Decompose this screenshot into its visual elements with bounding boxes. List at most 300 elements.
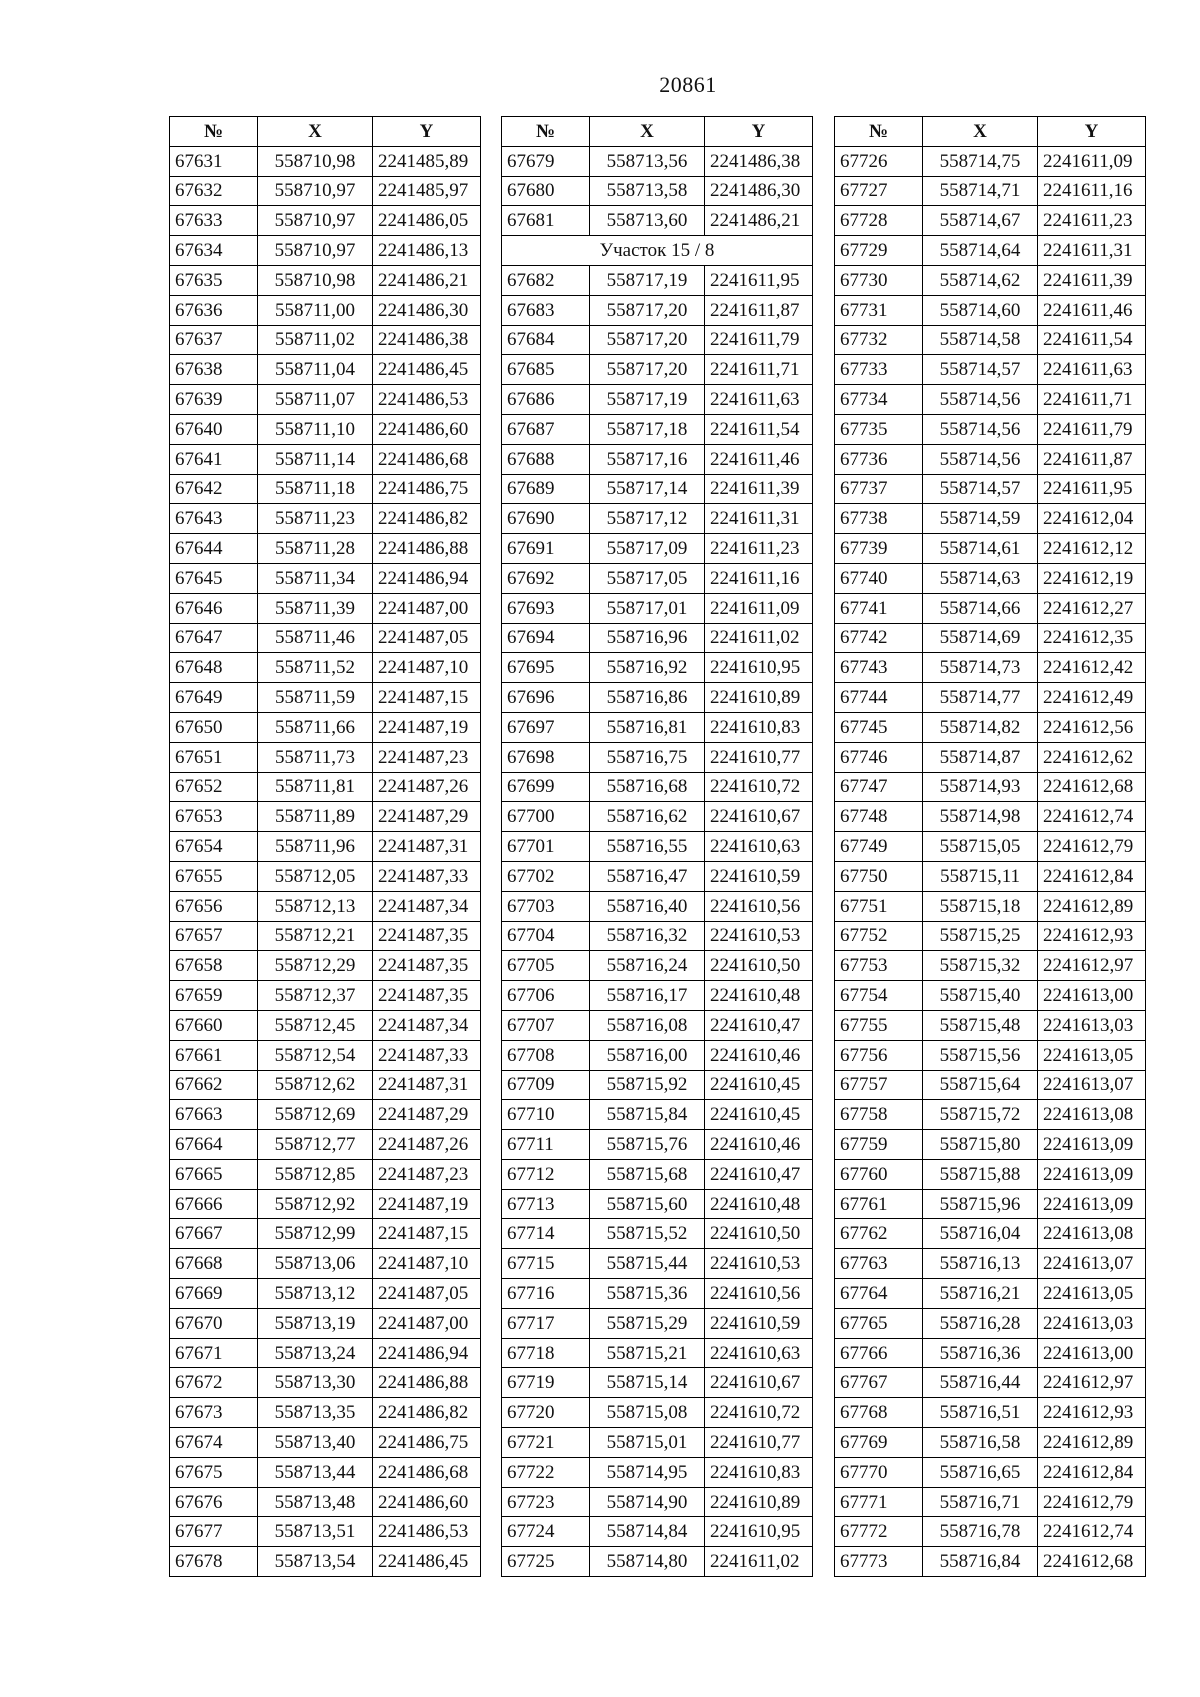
table-row <box>835 1279 1146 1309</box>
table-row <box>835 861 1146 891</box>
point-number-cell: 67670 <box>170 1308 258 1338</box>
y-coordinate-cell: 2241613,09 <box>1038 1189 1146 1219</box>
point-number-cell: 67769 <box>835 1428 923 1458</box>
table-row <box>835 742 1146 772</box>
y-coordinate-cell: 2241612,56 <box>1038 712 1146 742</box>
column-header-number: № <box>170 117 258 147</box>
table-row <box>170 1040 481 1070</box>
y-coordinate-cell: 2241486,30 <box>373 295 481 325</box>
table-row <box>502 1338 813 1368</box>
table-row <box>170 1338 481 1368</box>
point-number-cell: 67763 <box>835 1249 923 1279</box>
table-row <box>170 236 481 266</box>
y-coordinate-cell: 2241610,63 <box>705 832 813 862</box>
x-coordinate-cell: 558716,96 <box>590 623 705 653</box>
table-row <box>170 861 481 891</box>
table-row <box>835 772 1146 802</box>
x-coordinate-cell: 558716,08 <box>590 1010 705 1040</box>
x-coordinate-cell: 558714,82 <box>923 712 1038 742</box>
x-coordinate-cell: 558716,55 <box>590 832 705 862</box>
point-number-cell: 67692 <box>502 563 590 593</box>
point-number-cell: 67752 <box>835 921 923 951</box>
point-number-cell: 67667 <box>170 1219 258 1249</box>
table-row <box>835 414 1146 444</box>
point-number-cell: 67671 <box>170 1338 258 1368</box>
table-row <box>170 355 481 385</box>
point-number-cell: 67771 <box>835 1487 923 1517</box>
column-header-x: X <box>923 117 1038 147</box>
table-row <box>170 951 481 981</box>
x-coordinate-cell: 558716,51 <box>923 1398 1038 1428</box>
x-coordinate-cell: 558716,28 <box>923 1308 1038 1338</box>
table-row <box>835 1130 1146 1160</box>
table-row <box>835 385 1146 415</box>
x-coordinate-cell: 558715,84 <box>590 1100 705 1130</box>
point-number-cell: 67773 <box>835 1547 923 1577</box>
x-coordinate-cell: 558715,32 <box>923 951 1038 981</box>
point-number-cell: 67722 <box>502 1457 590 1487</box>
table-row <box>502 1219 813 1249</box>
point-number-cell: 67728 <box>835 206 923 236</box>
x-coordinate-cell: 558711,96 <box>258 832 373 862</box>
x-coordinate-cell: 558711,07 <box>258 385 373 415</box>
x-coordinate-cell: 558710,98 <box>258 146 373 176</box>
section-label: Участок 15 / 8 <box>502 236 813 266</box>
y-coordinate-cell: 2241610,47 <box>705 1010 813 1040</box>
y-coordinate-cell: 2241613,08 <box>1038 1219 1146 1249</box>
x-coordinate-cell: 558716,40 <box>590 891 705 921</box>
x-coordinate-cell: 558715,80 <box>923 1130 1038 1160</box>
table-row <box>170 414 481 444</box>
table-row <box>170 593 481 623</box>
table-row <box>835 1398 1146 1428</box>
table-row <box>502 385 813 415</box>
y-coordinate-cell: 2241610,45 <box>705 1100 813 1130</box>
x-coordinate-cell: 558712,69 <box>258 1100 373 1130</box>
table-row <box>170 1428 481 1458</box>
table-row <box>502 444 813 474</box>
column-header-x: X <box>258 117 373 147</box>
point-number-cell: 67759 <box>835 1130 923 1160</box>
point-number-cell: 67725 <box>502 1547 590 1577</box>
point-number-cell: 67756 <box>835 1040 923 1070</box>
table-row <box>835 1070 1146 1100</box>
point-number-cell: 67646 <box>170 593 258 623</box>
y-coordinate-cell: 2241486,60 <box>373 414 481 444</box>
table-row <box>170 623 481 653</box>
y-coordinate-cell: 2241486,21 <box>705 206 813 236</box>
y-coordinate-cell: 2241610,89 <box>705 1487 813 1517</box>
x-coordinate-cell: 558713,54 <box>258 1547 373 1577</box>
point-number-cell: 67766 <box>835 1338 923 1368</box>
point-number-cell: 67688 <box>502 444 590 474</box>
x-coordinate-cell: 558715,92 <box>590 1070 705 1100</box>
x-coordinate-cell: 558716,81 <box>590 712 705 742</box>
table-row <box>835 1010 1146 1040</box>
table-row <box>502 1457 813 1487</box>
x-coordinate-cell: 558714,66 <box>923 593 1038 623</box>
table-row <box>502 891 813 921</box>
table-row <box>502 593 813 623</box>
section-row <box>502 236 813 266</box>
point-number-cell: 67677 <box>170 1517 258 1547</box>
point-number-cell: 67662 <box>170 1070 258 1100</box>
table-row <box>835 981 1146 1011</box>
x-coordinate-cell: 558716,04 <box>923 1219 1038 1249</box>
y-coordinate-cell: 2241611,16 <box>1038 176 1146 206</box>
table-row <box>502 206 813 236</box>
table-row <box>835 534 1146 564</box>
y-coordinate-cell: 2241611,87 <box>705 295 813 325</box>
table-row <box>835 444 1146 474</box>
x-coordinate-cell: 558712,13 <box>258 891 373 921</box>
point-number-cell: 67760 <box>835 1159 923 1189</box>
page-number: 20861 <box>659 72 717 97</box>
x-coordinate-cell: 558717,19 <box>590 265 705 295</box>
x-coordinate-cell: 558713,30 <box>258 1368 373 1398</box>
x-coordinate-cell: 558714,73 <box>923 653 1038 683</box>
x-coordinate-cell: 558711,02 <box>258 325 373 355</box>
x-coordinate-cell: 558715,18 <box>923 891 1038 921</box>
y-coordinate-cell: 2241612,19 <box>1038 563 1146 593</box>
x-coordinate-cell: 558713,19 <box>258 1308 373 1338</box>
y-coordinate-cell: 2241487,34 <box>373 1010 481 1040</box>
x-coordinate-cell: 558717,14 <box>590 474 705 504</box>
table-row <box>502 742 813 772</box>
point-number-cell: 67743 <box>835 653 923 683</box>
point-number-cell: 67701 <box>502 832 590 862</box>
table-row <box>170 1517 481 1547</box>
table-row <box>502 355 813 385</box>
y-coordinate-cell: 2241486,38 <box>705 146 813 176</box>
x-coordinate-cell: 558711,00 <box>258 295 373 325</box>
x-coordinate-cell: 558711,59 <box>258 683 373 713</box>
table-row <box>835 1219 1146 1249</box>
point-number-cell: 67668 <box>170 1249 258 1279</box>
table-row <box>502 653 813 683</box>
x-coordinate-cell: 558716,58 <box>923 1428 1038 1458</box>
x-coordinate-cell: 558716,86 <box>590 683 705 713</box>
table-row <box>502 414 813 444</box>
table-row <box>170 921 481 951</box>
x-coordinate-cell: 558715,76 <box>590 1130 705 1160</box>
x-coordinate-cell: 558716,62 <box>590 802 705 832</box>
table-row <box>835 921 1146 951</box>
y-coordinate-cell: 2241610,53 <box>705 921 813 951</box>
table-row <box>170 1308 481 1338</box>
x-coordinate-cell: 558713,56 <box>590 146 705 176</box>
x-coordinate-cell: 558714,75 <box>923 146 1038 176</box>
point-number-cell: 67683 <box>502 295 590 325</box>
x-coordinate-cell: 558715,48 <box>923 1010 1038 1040</box>
y-coordinate-cell: 2241613,07 <box>1038 1249 1146 1279</box>
table-row <box>502 683 813 713</box>
table-row <box>502 1189 813 1219</box>
y-coordinate-cell: 2241485,89 <box>373 146 481 176</box>
y-coordinate-cell: 2241487,35 <box>373 921 481 951</box>
y-coordinate-cell: 2241613,03 <box>1038 1010 1146 1040</box>
x-coordinate-cell: 558711,46 <box>258 623 373 653</box>
table-row <box>502 1130 813 1160</box>
y-coordinate-cell: 2241610,83 <box>705 1457 813 1487</box>
y-coordinate-cell: 2241611,23 <box>1038 206 1146 236</box>
x-coordinate-cell: 558713,35 <box>258 1398 373 1428</box>
x-coordinate-cell: 558716,24 <box>590 951 705 981</box>
x-coordinate-cell: 558717,19 <box>590 385 705 415</box>
x-coordinate-cell: 558714,87 <box>923 742 1038 772</box>
point-number-cell: 67729 <box>835 236 923 266</box>
x-coordinate-cell: 558710,97 <box>258 206 373 236</box>
point-number-cell: 67750 <box>835 861 923 891</box>
point-number-cell: 67762 <box>835 1219 923 1249</box>
table-row <box>170 1219 481 1249</box>
y-coordinate-cell: 2241486,30 <box>705 176 813 206</box>
table-row <box>502 921 813 951</box>
x-coordinate-cell: 558711,14 <box>258 444 373 474</box>
table-row <box>170 981 481 1011</box>
x-coordinate-cell: 558717,20 <box>590 355 705 385</box>
x-coordinate-cell: 558711,23 <box>258 504 373 534</box>
x-coordinate-cell: 558715,60 <box>590 1189 705 1219</box>
table-row <box>502 1070 813 1100</box>
y-coordinate-cell: 2241610,46 <box>705 1040 813 1070</box>
y-coordinate-cell: 2241486,75 <box>373 1428 481 1458</box>
table-row <box>835 1100 1146 1130</box>
x-coordinate-cell: 558714,57 <box>923 355 1038 385</box>
x-coordinate-cell: 558715,08 <box>590 1398 705 1428</box>
point-number-cell: 67695 <box>502 653 590 683</box>
table-row <box>835 563 1146 593</box>
x-coordinate-cell: 558712,77 <box>258 1130 373 1160</box>
point-number-cell: 67732 <box>835 325 923 355</box>
y-coordinate-cell: 2241612,79 <box>1038 832 1146 862</box>
y-coordinate-cell: 2241610,59 <box>705 1308 813 1338</box>
y-coordinate-cell: 2241486,68 <box>373 1457 481 1487</box>
x-coordinate-cell: 558713,60 <box>590 206 705 236</box>
point-number-cell: 67634 <box>170 236 258 266</box>
point-number-cell: 67697 <box>502 712 590 742</box>
point-number-cell: 67726 <box>835 146 923 176</box>
table-row <box>835 1308 1146 1338</box>
point-number-cell: 67654 <box>170 832 258 862</box>
x-coordinate-cell: 558711,39 <box>258 593 373 623</box>
x-coordinate-cell: 558713,06 <box>258 1249 373 1279</box>
y-coordinate-cell: 2241611,79 <box>705 325 813 355</box>
point-number-cell: 67653 <box>170 802 258 832</box>
x-coordinate-cell: 558714,77 <box>923 683 1038 713</box>
x-coordinate-cell: 558714,58 <box>923 325 1038 355</box>
x-coordinate-cell: 558715,01 <box>590 1428 705 1458</box>
y-coordinate-cell: 2241610,83 <box>705 712 813 742</box>
y-coordinate-cell: 2241612,89 <box>1038 891 1146 921</box>
x-coordinate-cell: 558715,29 <box>590 1308 705 1338</box>
y-coordinate-cell: 2241612,04 <box>1038 504 1146 534</box>
x-coordinate-cell: 558710,98 <box>258 265 373 295</box>
table-row <box>170 653 481 683</box>
point-number-cell: 67753 <box>835 951 923 981</box>
point-number-cell: 67730 <box>835 265 923 295</box>
point-number-cell: 67733 <box>835 355 923 385</box>
column-header-y: Y <box>1038 117 1146 147</box>
x-coordinate-cell: 558715,25 <box>923 921 1038 951</box>
x-coordinate-cell: 558713,51 <box>258 1517 373 1547</box>
table-row <box>835 474 1146 504</box>
y-coordinate-cell: 2241486,45 <box>373 355 481 385</box>
table-row <box>170 444 481 474</box>
x-coordinate-cell: 558715,36 <box>590 1279 705 1309</box>
y-coordinate-cell: 2241611,23 <box>705 534 813 564</box>
x-coordinate-cell: 558714,64 <box>923 236 1038 266</box>
point-number-cell: 67704 <box>502 921 590 951</box>
table-row <box>835 265 1146 295</box>
y-coordinate-cell: 2241610,89 <box>705 683 813 713</box>
table-row <box>502 1010 813 1040</box>
point-number-cell: 67727 <box>835 176 923 206</box>
table-row <box>835 1517 1146 1547</box>
x-coordinate-cell: 558715,05 <box>923 832 1038 862</box>
point-number-cell: 67648 <box>170 653 258 683</box>
y-coordinate-cell: 2241487,15 <box>373 1219 481 1249</box>
point-number-cell: 67645 <box>170 563 258 593</box>
x-coordinate-cell: 558715,40 <box>923 981 1038 1011</box>
x-coordinate-cell: 558714,84 <box>590 1517 705 1547</box>
table-row <box>835 1338 1146 1368</box>
x-coordinate-cell: 558711,28 <box>258 534 373 564</box>
point-number-cell: 67703 <box>502 891 590 921</box>
x-coordinate-cell: 558714,67 <box>923 206 1038 236</box>
y-coordinate-cell: 2241612,42 <box>1038 653 1146 683</box>
y-coordinate-cell: 2241610,95 <box>705 653 813 683</box>
x-coordinate-cell: 558711,18 <box>258 474 373 504</box>
y-coordinate-cell: 2241487,34 <box>373 891 481 921</box>
y-coordinate-cell: 2241611,02 <box>705 1547 813 1577</box>
point-number-cell: 67705 <box>502 951 590 981</box>
x-coordinate-cell: 558714,69 <box>923 623 1038 653</box>
x-coordinate-cell: 558717,01 <box>590 593 705 623</box>
point-number-cell: 67710 <box>502 1100 590 1130</box>
x-coordinate-cell: 558716,71 <box>923 1487 1038 1517</box>
table-row <box>502 1547 813 1577</box>
point-number-cell: 67679 <box>502 146 590 176</box>
point-number-cell: 67663 <box>170 1100 258 1130</box>
point-number-cell: 67712 <box>502 1159 590 1189</box>
table-row <box>502 146 813 176</box>
point-number-cell: 67657 <box>170 921 258 951</box>
y-coordinate-cell: 2241612,93 <box>1038 921 1146 951</box>
table-row <box>835 1368 1146 1398</box>
x-coordinate-cell: 558717,12 <box>590 504 705 534</box>
x-coordinate-cell: 558715,96 <box>923 1189 1038 1219</box>
point-number-cell: 67720 <box>502 1398 590 1428</box>
point-number-cell: 67649 <box>170 683 258 713</box>
y-coordinate-cell: 2241487,33 <box>373 1040 481 1070</box>
point-number-cell: 67738 <box>835 504 923 534</box>
table-row <box>170 1100 481 1130</box>
x-coordinate-cell: 558716,36 <box>923 1338 1038 1368</box>
x-coordinate-cell: 558712,92 <box>258 1189 373 1219</box>
table-row <box>502 1368 813 1398</box>
point-number-cell: 67669 <box>170 1279 258 1309</box>
y-coordinate-cell: 2241611,16 <box>705 563 813 593</box>
table-row <box>170 1189 481 1219</box>
x-coordinate-cell: 558716,32 <box>590 921 705 951</box>
point-number-cell: 67745 <box>835 712 923 742</box>
y-coordinate-cell: 2241612,84 <box>1038 1457 1146 1487</box>
table-row <box>835 1547 1146 1577</box>
table-row <box>502 295 813 325</box>
table-row <box>835 653 1146 683</box>
point-number-cell: 67672 <box>170 1368 258 1398</box>
x-coordinate-cell: 558717,20 <box>590 325 705 355</box>
point-number-cell: 67746 <box>835 742 923 772</box>
table-row <box>502 951 813 981</box>
table-row <box>502 1100 813 1130</box>
y-coordinate-cell: 2241487,05 <box>373 623 481 653</box>
y-coordinate-cell: 2241612,74 <box>1038 1517 1146 1547</box>
x-coordinate-cell: 558714,90 <box>590 1487 705 1517</box>
table-row <box>502 325 813 355</box>
y-coordinate-cell: 2241612,89 <box>1038 1428 1146 1458</box>
table-row <box>502 1487 813 1517</box>
y-coordinate-cell: 2241486,21 <box>373 265 481 295</box>
y-coordinate-cell: 2241486,38 <box>373 325 481 355</box>
x-coordinate-cell: 558714,93 <box>923 772 1038 802</box>
point-number-cell: 67682 <box>502 265 590 295</box>
y-coordinate-cell: 2241611,02 <box>705 623 813 653</box>
column-header-x: X <box>590 117 705 147</box>
point-number-cell: 67636 <box>170 295 258 325</box>
point-number-cell: 67735 <box>835 414 923 444</box>
table-row <box>170 385 481 415</box>
x-coordinate-cell: 558715,14 <box>590 1368 705 1398</box>
y-coordinate-cell: 2241612,49 <box>1038 683 1146 713</box>
y-coordinate-cell: 2241610,56 <box>705 891 813 921</box>
y-coordinate-cell: 2241610,47 <box>705 1159 813 1189</box>
x-coordinate-cell: 558714,63 <box>923 563 1038 593</box>
x-coordinate-cell: 558712,37 <box>258 981 373 1011</box>
point-number-cell: 67689 <box>502 474 590 504</box>
y-coordinate-cell: 2241611,31 <box>1038 236 1146 266</box>
y-coordinate-cell: 2241611,63 <box>705 385 813 415</box>
table-row <box>502 176 813 206</box>
point-number-cell: 67655 <box>170 861 258 891</box>
point-number-cell: 67736 <box>835 444 923 474</box>
table-row <box>502 504 813 534</box>
y-coordinate-cell: 2241487,23 <box>373 1159 481 1189</box>
table-row <box>835 295 1146 325</box>
x-coordinate-cell: 558716,92 <box>590 653 705 683</box>
x-coordinate-cell: 558714,61 <box>923 534 1038 564</box>
x-coordinate-cell: 558713,44 <box>258 1457 373 1487</box>
point-number-cell: 67644 <box>170 534 258 564</box>
y-coordinate-cell: 2241611,09 <box>705 593 813 623</box>
point-number-cell: 67661 <box>170 1040 258 1070</box>
point-number-cell: 67724 <box>502 1517 590 1547</box>
point-number-cell: 67755 <box>835 1010 923 1040</box>
table-row <box>502 772 813 802</box>
y-coordinate-cell: 2241487,31 <box>373 832 481 862</box>
point-number-cell: 67715 <box>502 1249 590 1279</box>
table-row <box>502 1159 813 1189</box>
y-coordinate-cell: 2241613,05 <box>1038 1279 1146 1309</box>
y-coordinate-cell: 2241486,94 <box>373 563 481 593</box>
x-coordinate-cell: 558716,75 <box>590 742 705 772</box>
x-coordinate-cell: 558713,40 <box>258 1428 373 1458</box>
x-coordinate-cell: 558713,24 <box>258 1338 373 1368</box>
point-number-cell: 67684 <box>502 325 590 355</box>
point-number-cell: 67751 <box>835 891 923 921</box>
x-coordinate-cell: 558714,57 <box>923 474 1038 504</box>
